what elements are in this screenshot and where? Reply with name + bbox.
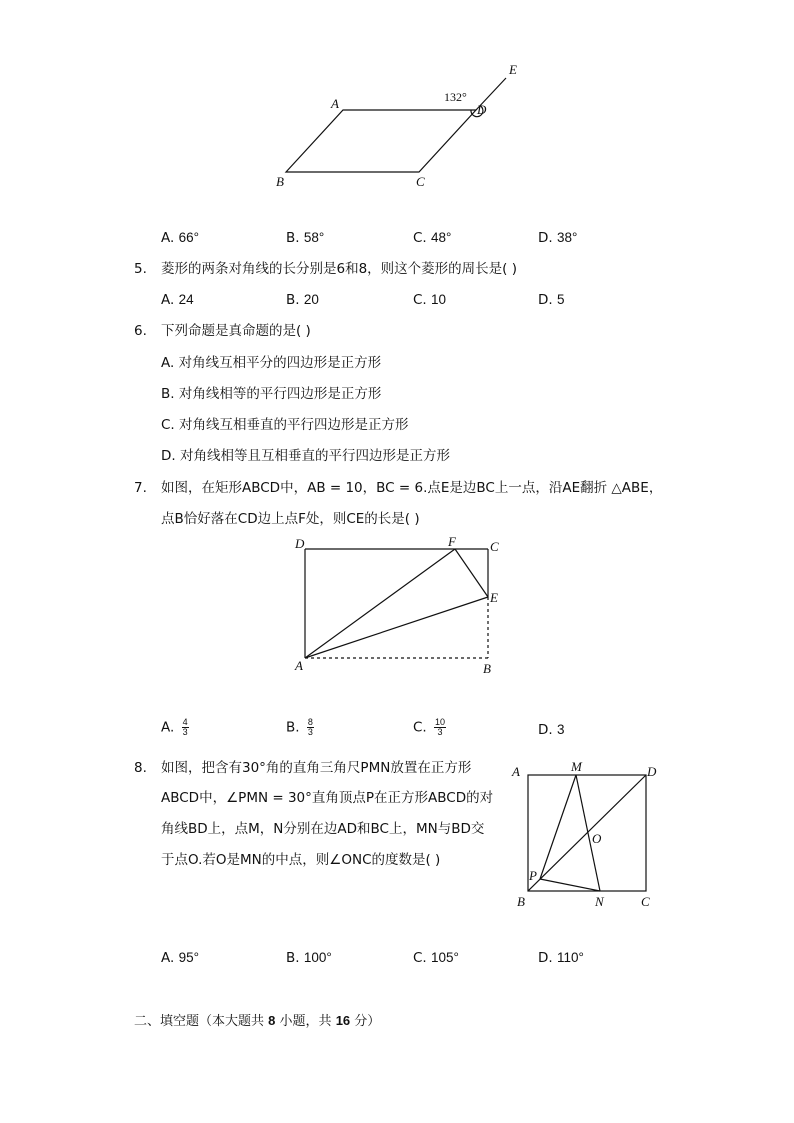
q4-label-b: B <box>276 174 284 189</box>
q4-option-c-text: 48° <box>431 230 452 245</box>
q7-label-c: C <box>490 539 499 554</box>
q5-stem: 菱形的两条对角线的长分别是6和8，则这个菱形的周长是( ) <box>161 261 518 277</box>
q4-option-b-text: 58° <box>303 230 325 245</box>
q7-option-d-text: 3 <box>556 722 565 737</box>
q8-stem-line3: 角线BD上，点M，N分别在边AD和BC上，MN与BD交 <box>161 821 485 837</box>
q5-option-a[interactable] <box>161 291 194 309</box>
section-2-title <box>134 1012 380 1031</box>
q8-stem-line1: 如图，把含有30°角的直角三角尺PMN放置在正方形 <box>161 760 472 776</box>
q4-label-a: A <box>331 96 339 111</box>
q7-option-b-letter: B. <box>286 719 300 736</box>
q5-option-c-text: 10 <box>431 292 447 307</box>
q6-option-d[interactable] <box>161 447 450 465</box>
q8-square-figure <box>500 755 680 915</box>
section-2-prefix: 二、填空题（本大题共 <box>134 1014 265 1029</box>
q6-option-c-text: 对角线互相垂直的平行四边形是正方形 <box>179 417 409 433</box>
q7-segment-af <box>305 549 455 658</box>
q4-option-a-text: 66° <box>178 230 200 245</box>
q7-option-a-letter: A. <box>161 719 175 736</box>
q8-option-d[interactable] <box>538 949 584 967</box>
q7-label-e: E <box>490 590 498 605</box>
q7-option-b-numerator: 8 <box>307 717 313 727</box>
q8-stem-line4: 于点O.若O是MN的中点，则∠ONC的度数是( ) <box>161 852 441 868</box>
q7-label-b: B <box>483 661 491 676</box>
q6-option-a[interactable] <box>161 354 381 372</box>
q8-label-b: B <box>517 894 525 909</box>
q8-diagonal-bd <box>528 775 646 891</box>
q5-option-b-text: 20 <box>303 292 319 307</box>
q8-option-b-text: 100° <box>303 950 332 965</box>
q6-option-a-letter: A. <box>161 355 175 371</box>
q7-option-c-letter: C. <box>413 719 427 736</box>
q4-option-d-text: 38° <box>556 230 578 245</box>
q8-option-a-text: 95° <box>178 950 200 965</box>
q4-angle-label: 132° <box>444 90 467 104</box>
q7-option-c-fraction <box>434 718 446 737</box>
q4-option-b[interactable] <box>286 229 324 247</box>
q6-option-a-text: 对角线互相平分的四边形是正方形 <box>178 355 382 371</box>
section-2-middle: 小题，共 <box>279 1014 332 1029</box>
q7-option-b[interactable] <box>286 718 314 737</box>
q5-option-d-letter: D. <box>538 292 553 308</box>
q6-option-c-letter: C. <box>161 417 175 433</box>
q4-parallelogram-figure <box>0 0 794 200</box>
q7-stem-line1: 如图，在矩形ABCD中，AB = 10，BC = 6.点E是边BC上一点，沿AE翻折 △ABE， <box>161 480 663 496</box>
q4-option-d-letter: D. <box>538 230 553 246</box>
q4-option-d[interactable] <box>538 229 577 247</box>
q7-label-a: A <box>295 658 303 673</box>
q5-option-b-letter: B. <box>286 292 300 308</box>
q7-option-b-fraction <box>307 718 314 737</box>
q6-option-b[interactable] <box>161 385 381 403</box>
q5-number: 5. <box>134 261 147 277</box>
q5-option-c[interactable] <box>413 291 446 309</box>
q4-label-e: E <box>509 62 517 77</box>
q8-label-m: M <box>571 759 582 774</box>
q5-option-b[interactable] <box>286 291 319 309</box>
q8-label-d: D <box>647 764 657 779</box>
q8-segment-pm <box>540 775 576 879</box>
q8-label-o: O <box>592 831 602 846</box>
q5-option-a-letter: A. <box>161 292 175 308</box>
q8-option-c-text: 105° <box>431 950 459 965</box>
q8-label-n: N <box>595 894 604 909</box>
q6-option-b-text: 对角线相等的平行四边形是正方形 <box>178 386 382 402</box>
q7-number: 7. <box>134 480 147 496</box>
q7-segment-fe <box>455 549 488 597</box>
q7-option-a-denominator: 3 <box>182 727 188 737</box>
q8-option-d-text: 110° <box>556 950 584 965</box>
q7-option-a-fraction <box>182 718 189 737</box>
q8-label-p: P <box>529 868 537 883</box>
q6-option-b-letter: B. <box>161 386 175 402</box>
q8-label-c: C <box>641 894 650 909</box>
q8-stem-line2: ABCD中，∠PMN = 30°直角顶点P在正方形ABCD的对 <box>161 790 494 806</box>
q8-label-a: A <box>512 764 520 779</box>
q6-stem: 下列命题是真命题的是( ) <box>161 323 311 339</box>
q4-label-d: D <box>477 102 487 117</box>
q7-option-c[interactable] <box>413 718 446 737</box>
q8-option-b[interactable] <box>286 949 332 967</box>
q4-option-a[interactable] <box>161 229 199 247</box>
q6-option-d-text: 对角线相等且互相垂直的平行四边形是正方形 <box>179 448 450 464</box>
q8-option-b-letter: B. <box>286 950 300 966</box>
q7-rectangle-figure <box>0 530 794 680</box>
q7-option-c-numerator: 10 <box>435 717 446 727</box>
q6-option-d-letter: D. <box>161 448 176 464</box>
section-2-score: 16 <box>335 1013 351 1028</box>
q4-option-c-letter: C. <box>413 230 427 246</box>
q7-option-a-numerator: 4 <box>182 717 188 727</box>
section-2-suffix: 分） <box>354 1014 381 1029</box>
q8-option-a-letter: A. <box>161 950 175 966</box>
q5-option-a-text: 24 <box>178 292 194 307</box>
q8-option-c-letter: C. <box>413 950 427 966</box>
q4-option-b-letter: B. <box>286 230 300 246</box>
q5-option-d[interactable] <box>538 291 565 309</box>
q7-segment-ae <box>305 597 488 658</box>
q7-option-b-denominator: 3 <box>307 727 313 737</box>
q6-option-c[interactable] <box>161 416 409 434</box>
q8-option-d-letter: D. <box>538 950 553 966</box>
q7-option-d[interactable] <box>538 721 565 739</box>
q7-label-d: D <box>295 536 305 551</box>
q6-number: 6. <box>134 323 147 339</box>
q7-option-d-letter: D. <box>538 722 553 738</box>
q7-option-c-denominator: 3 <box>437 727 443 737</box>
q8-option-c[interactable] <box>413 949 459 967</box>
q4-option-a-letter: A. <box>161 230 175 246</box>
q5-option-c-letter: C. <box>413 292 427 308</box>
q7-stem-line2: 点B恰好落在CD边上点F处，则CE的长是( ) <box>161 511 420 527</box>
section-2-count: 8 <box>268 1013 276 1028</box>
q4-option-c[interactable] <box>413 229 451 247</box>
q4-parallelogram <box>286 110 476 172</box>
q7-label-f: F <box>448 534 456 549</box>
q7-option-a[interactable] <box>161 718 189 737</box>
q8-number: 8. <box>134 760 147 776</box>
q8-segment-pn <box>540 879 600 891</box>
q4-label-c: C <box>416 174 425 189</box>
q5-option-d-text: 5 <box>556 292 565 307</box>
q8-option-a[interactable] <box>161 949 199 967</box>
